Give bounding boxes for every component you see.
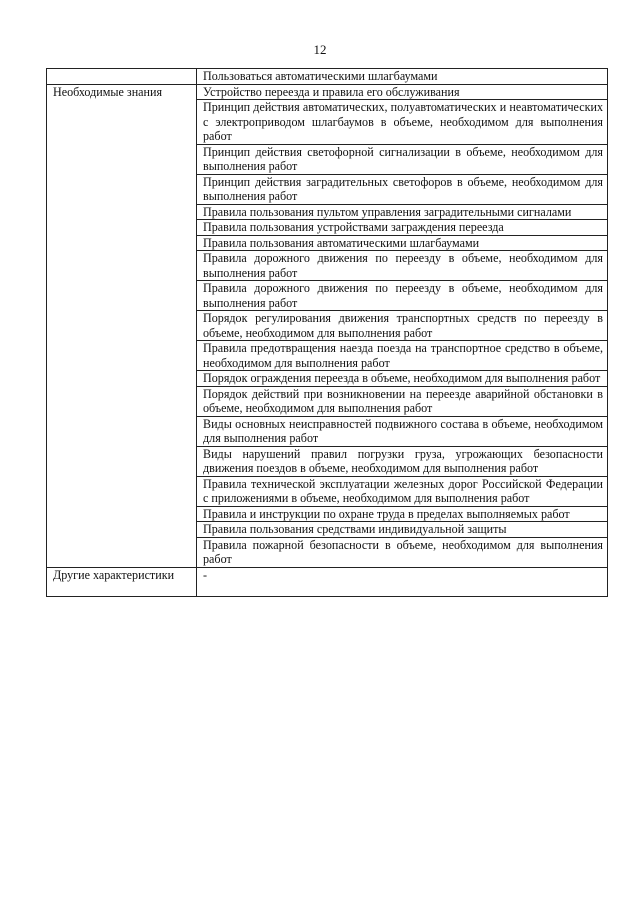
requirement-item: Принцип действия заградительных светофоров в объеме, необходимом для выполнения работ: [197, 174, 608, 204]
requirement-item: Виды нарушений правил погрузки груза, угрожающих безопасности движения поездов в объеме, необходимом для выполнения работ: [197, 446, 608, 476]
page-number: 12: [313, 42, 327, 57]
requirement-item: Пользоваться автоматическими шлагбаумами: [197, 69, 608, 85]
requirement-item: Порядок ограждения переезда в объеме, необходимом для выполнения работ: [197, 371, 608, 387]
table-row: [47, 84, 608, 100]
table-row: [47, 567, 608, 596]
requirement-item: Правила технической эксплуатации железных дорог Российской Федерации с приложениями в объеме, необходимом для выполнения работ: [197, 476, 608, 506]
requirement-item: Правила предотвращения наезда поезда на транспортное средство в объеме, необходимом для выполнения работ: [197, 341, 608, 371]
requirement-item: Правила пользования устройствами заграждения переезда: [197, 220, 608, 236]
row-label: Необходимые знания: [47, 84, 197, 567]
row-label: [47, 69, 197, 85]
requirement-item: Правила пользования средствами индивидуальной защиты: [197, 522, 608, 538]
requirement-item: Правила пожарной безопасности в объеме, необходимом для выполнения работ: [197, 537, 608, 567]
requirement-item: Порядок регулирования движения транспортных средств по переезду в объеме, необходимом для выполнения работ: [197, 311, 608, 341]
requirement-item: Правила дорожного движения по переезду в объеме, необходимом для выполнения работ: [197, 251, 608, 281]
requirement-item: -: [197, 567, 608, 596]
requirement-item: Правила пользования автоматическими шлагбаумами: [197, 235, 608, 251]
requirement-item: Правила пользования пультом управления заградительными сигналами: [197, 204, 608, 220]
requirement-item: Виды основных неисправностей подвижного состава в объеме, необходимом для выполнения работ: [197, 416, 608, 446]
table-row: [47, 69, 608, 85]
requirement-item: Устройство переезда и правила его обслуживания: [197, 84, 608, 100]
requirement-item: Правила и инструкции по охране труда в пределах выполняемых работ: [197, 506, 608, 522]
requirement-item: Правила дорожного движения по переезду в объеме, необходимом для выполнения работ: [197, 281, 608, 311]
knowledge-table: [46, 68, 608, 597]
requirement-item: Принцип действия автоматических, полуавтоматических и неавтоматических с электроприводом шлагбаумов в объеме, необходимом для выполнения работ: [197, 100, 608, 145]
requirement-item: Принцип действия светофорной сигнализации в объеме, необходимом для выполнения работ: [197, 144, 608, 174]
requirement-item: Порядок действий при возникновении на переезде аварийной обстановки в объеме, необходимом для выполнения работ: [197, 386, 608, 416]
row-label: Другие характеристики: [47, 567, 197, 596]
